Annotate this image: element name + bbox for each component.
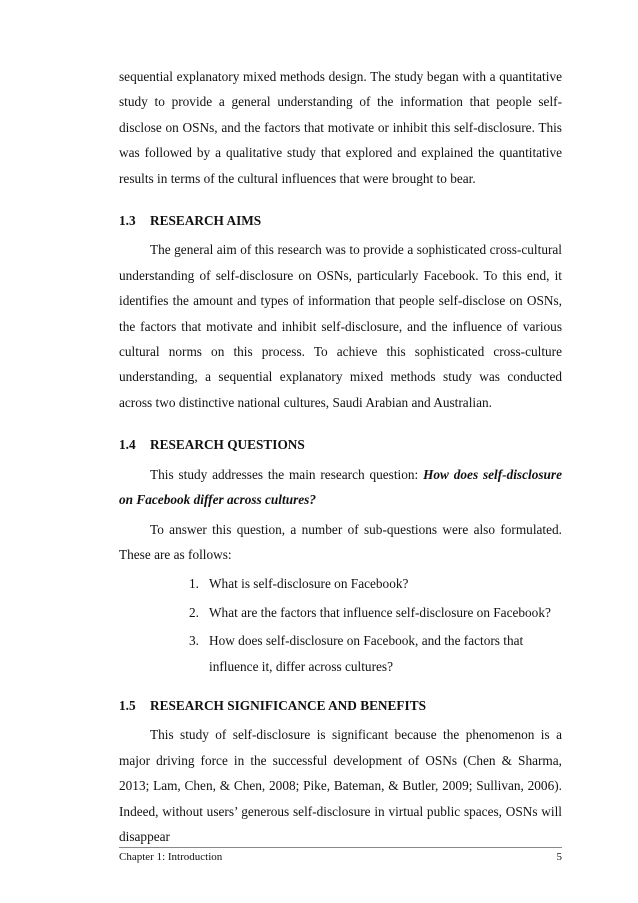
aims-paragraph: The general aim of this research was to provide a sophisticated cross-cultural understanding of self-disclosure on OSNs, particularly Facebook. To this end, it identifies the amount and types of information that people self-disclose on OSNs, the factors that motivate and inhibit self-disclosure, and the influence of various cultural norms on this process. To achieve this sophisticated cross-culture understanding, a sequential explanatory mixed methods study was conducted across two distinctive national cultures, Saudi Arabian and Australian. (119, 242, 562, 410)
main-question: How does self-disclosure on Facebook differ across cultures? (119, 466, 562, 508)
sub-questions-intro: To answer this question, a number of sub-questions were also formulated. These are as follows: (119, 521, 562, 562)
section-number: 1.4 (119, 437, 136, 453)
section-title: RESEARCH AIMS (150, 213, 262, 229)
intro-paragraph: sequential explanatory mixed methods design. The study began with a quantitative study to provide a general understanding of the information that people self-disclose on OSNs, and the factors that motivate or inhibit this self-disclosure. This was followed by a qualitative study that explored and explained the quantitative results in terms of the cultural influences that were brought to bear. (119, 69, 562, 186)
list-item: 1. What is self-disclosure on Facebook? (189, 576, 409, 592)
footer-page-number: 5 (556, 851, 562, 863)
sub-questions-list (119, 571, 562, 679)
section-number: 1.5 (119, 697, 136, 713)
footer-chapter: Chapter 1: Introduction (119, 851, 223, 863)
significance-paragraph: This study of self-disclosure is significant because the phenomenon is a major driving force in the successful development of OSNs (Chen & Sharma, 2013; Lam, Chen, & Chen, 2008; Pike, Bateman, & Butler, 2009; Sullivan, 2006). Indeed, without users’ generous self-disclosure in virtual public spaces, OSNs will disappear (119, 727, 562, 844)
section-heading-significance (119, 693, 562, 718)
list-item: 3. How does self-disclosure on Facebook, and the factors that influence it, differ across cultures? (189, 633, 524, 674)
section-number: 1.3 (119, 213, 136, 229)
page-body (119, 64, 562, 849)
section-title: RESEARCH SIGNIFICANCE AND BENEFITS (150, 697, 426, 713)
main-question-paragraph (119, 462, 562, 513)
page-footer (119, 847, 562, 863)
section-heading-questions (119, 432, 562, 457)
list-item: 2. What are the factors that influence self-disclosure on Facebook? (189, 604, 551, 620)
main-question-lead: This study addresses the main research question: (150, 466, 424, 482)
section-title: RESEARCH QUESTIONS (150, 437, 305, 453)
section-heading-aims (119, 208, 562, 233)
